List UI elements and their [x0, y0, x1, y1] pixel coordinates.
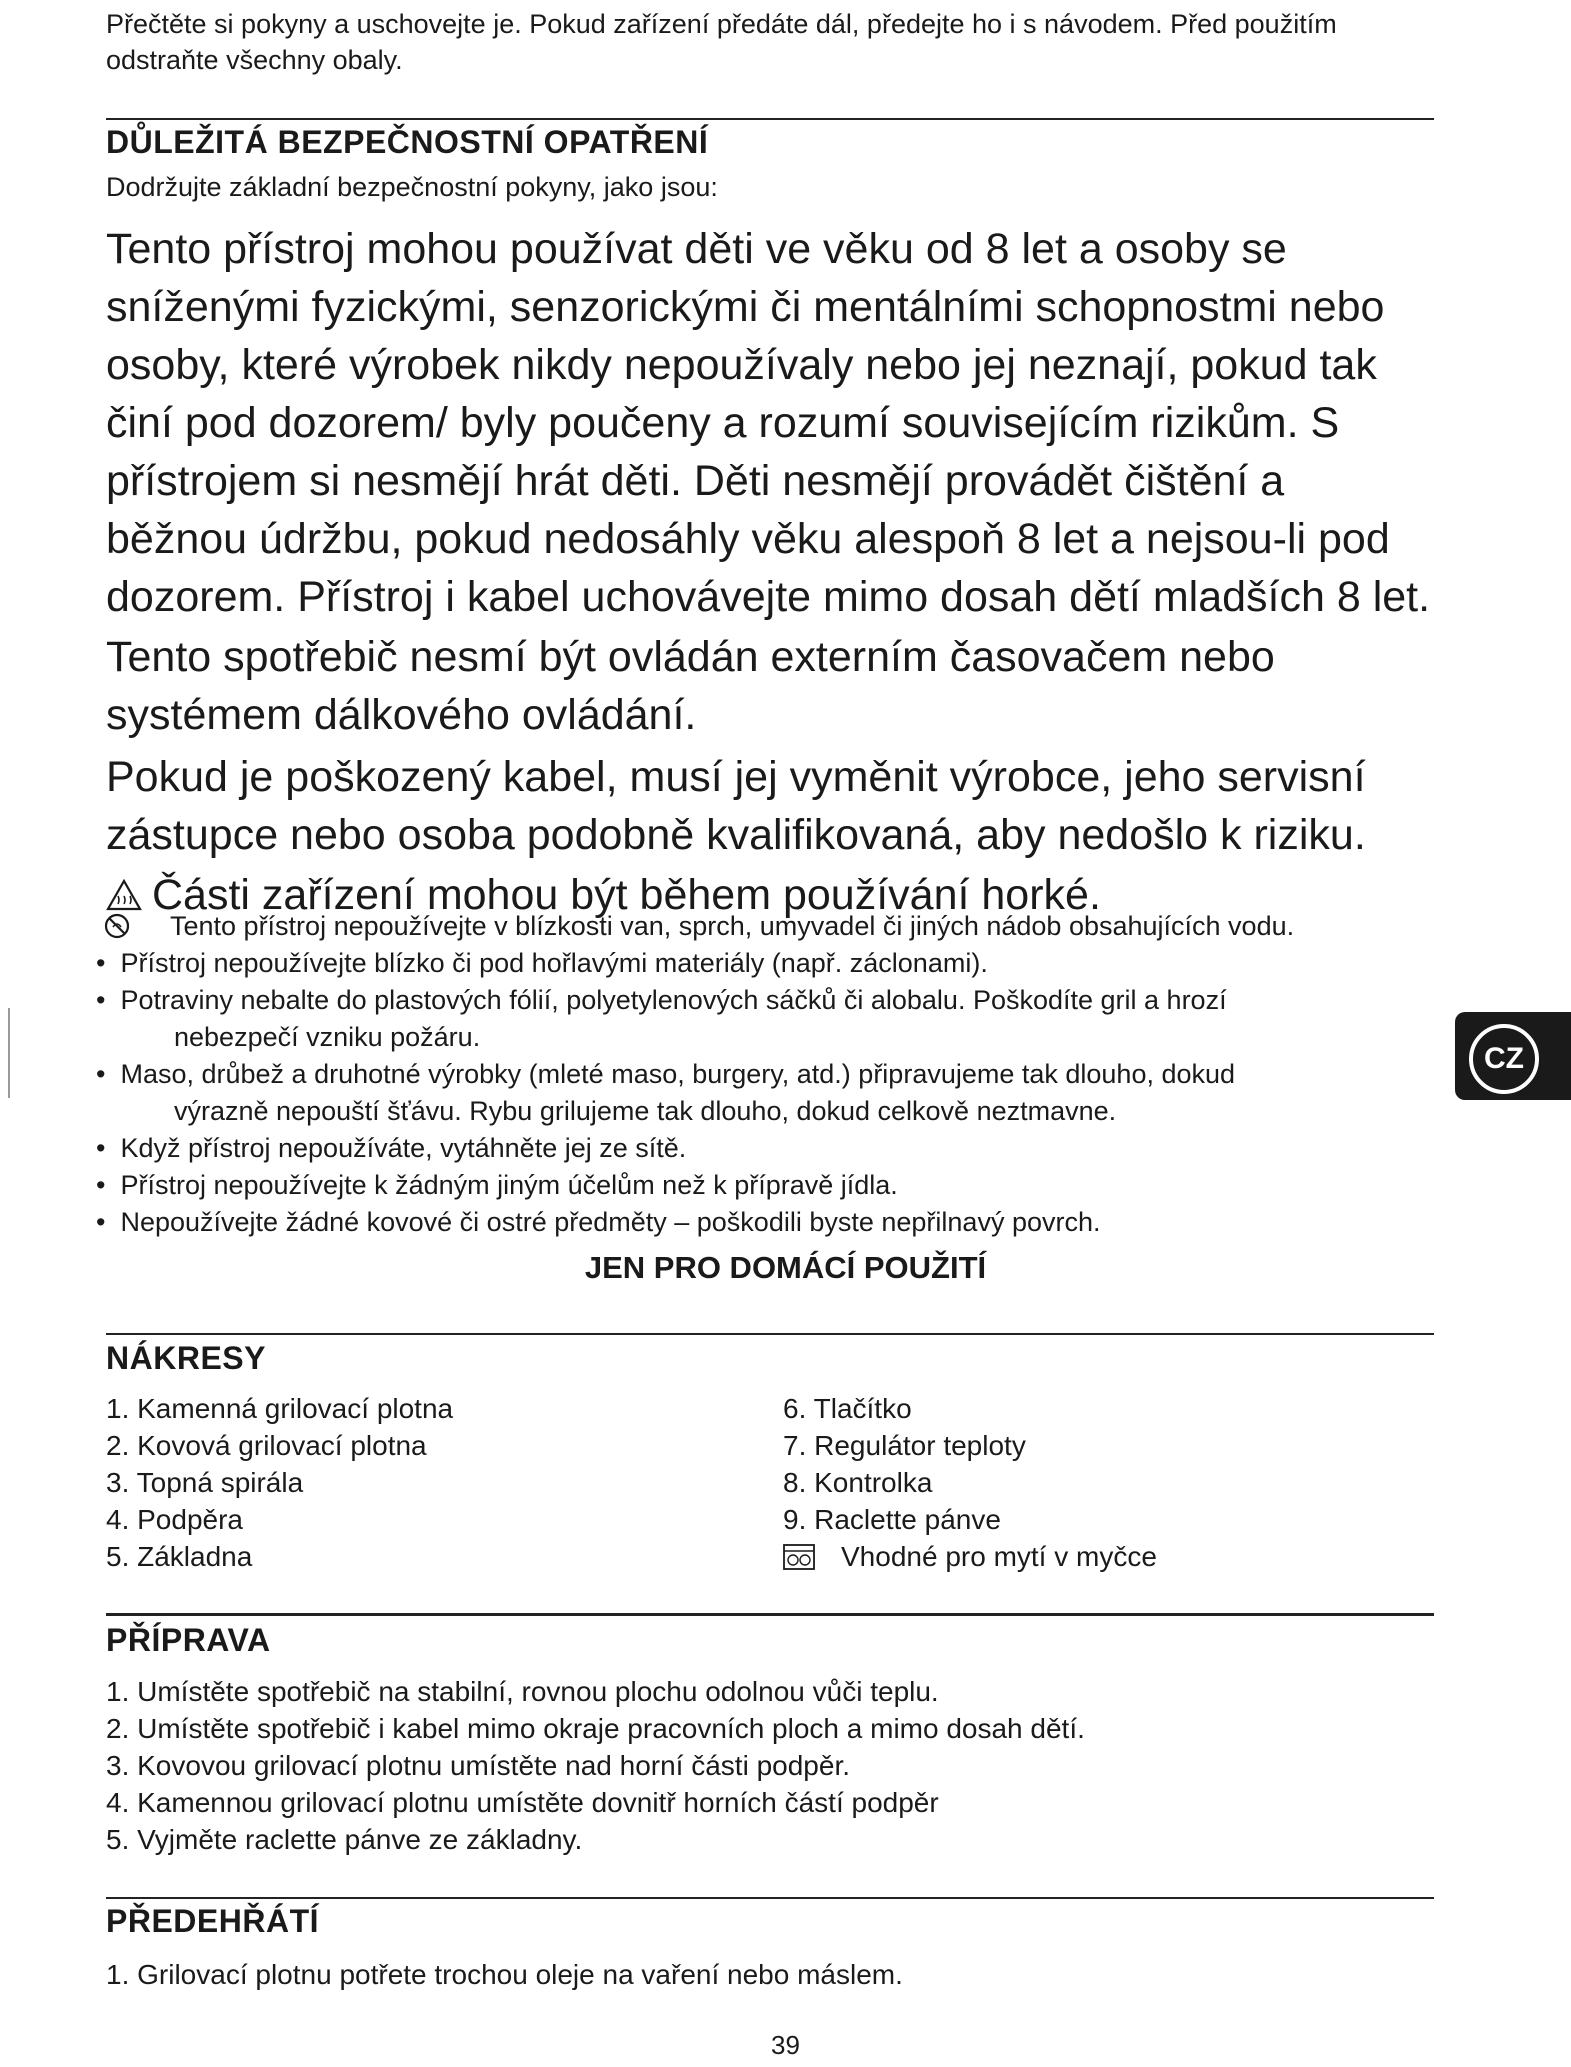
list-item: 2. Umístěte spotřebič i kabel mimo okraje pracovních ploch a mimo dosah dětí. [106, 1713, 1085, 1744]
safety-paragraph-1: Tento přístroj mohou používat děti ve věku od 8 let a osoby se sníženými fyzickými, senzorickými či mentálními schopnostmi nebo osoby, které výrobek nikdy nepoužívaly nebo jej neznají, pokud tak činí pod dozorem/ byly poučeny a rozumí souvisejícím rizikům. S přístrojem si nesmějí hrát děti. Děti nesmějí provádět čištění a běžnou údržbu, pokud nedosáhly věku alespoň 8 let a nejsou-li pod dozorem. Přístroj i kabel uchovávejte mimo dosah dětí mladších 8 let. [106, 225, 1431, 621]
divider [106, 1333, 1434, 1335]
list-item [96, 1167, 1426, 1204]
dishwasher-text: Vhodné pro mytí v myčce [841, 1541, 1157, 1572]
list-item: 8. Kontrolka [783, 1467, 933, 1498]
margin-mark [8, 1008, 10, 1098]
parts-left-column [106, 1390, 706, 1575]
list-item [96, 1204, 1426, 1241]
list-item: 1. Umístěte spotřebič na stabilní, rovnou plochu odolnou vůči teplu. [106, 1676, 939, 1707]
safety-subheading: Dodržujte základní bezpečnostní pokyny, jako jsou: [106, 172, 718, 202]
dishwasher-icon [783, 1542, 815, 1568]
preparation-list [106, 1673, 1085, 1858]
bullet-glyph: • [96, 1059, 106, 1089]
domestic-use-notice: JEN PRO DOMÁCÍ POUŽITÍ [584, 1250, 987, 1285]
bullet-glyph: • [96, 985, 106, 1015]
bullet-text: Potraviny nebalte do plastových fólií, polyetylenových sáčků či alobalu. Poškodíte gril a hrozí [120, 985, 1227, 1015]
list-item [96, 1130, 1426, 1167]
bullet-glyph: • [96, 1133, 106, 1163]
bullet-text: Přístroj nepoužívejte blízko či pod hořlavými materiály (např. záclonami). [120, 948, 988, 978]
safety-paragraph-4: Části zařízení mohou být během používání horké. [152, 871, 1101, 919]
bullet-text: Když přístroj nepoužíváte, vytáhněte jej ze sítě. [120, 1133, 687, 1163]
divider [106, 1613, 1434, 1616]
list-item: 4. Podpěra [106, 1504, 243, 1535]
list-item [96, 945, 1426, 982]
safety-paragraph-2: Tento spotřebič nesmí být ovládán externím časovačem nebo systémem dálkového ovládání. [106, 633, 1275, 739]
language-tab [1455, 1012, 1571, 1100]
dishwasher-row [783, 1538, 1383, 1575]
divider [106, 1897, 1434, 1899]
bullet-text: Přístroj nepoužívejte k žádným jiným účelům než k přípravě jídla. [120, 1170, 898, 1200]
list-item: 4. Kamennou grilovací plotnu umístěte dovnitř horních částí podpěr [106, 1787, 939, 1818]
water-note: Tento přístroj nepoužívejte v blízkosti van, sprch, umyvadel či jiných nádob obsahujících vodu. [170, 911, 1295, 941]
safety-paragraph-3: Pokud je poškozený kabel, musí jej vyměnit výrobce, jeho servisní zástupce nebo osoba podobně kvalifikovaná, aby nedošlo k riziku. [106, 753, 1366, 859]
language-tab-label: CZ [1469, 1024, 1539, 1094]
bullet-glyph: • [96, 948, 106, 978]
drawings-heading: NÁKRESY [106, 1340, 266, 1376]
list-item: 3. Kovovou grilovací plotnu umístěte nad horní části podpěr. [106, 1750, 851, 1781]
list-item: 9. Raclette pánve [783, 1504, 1001, 1535]
safety-large-text [106, 220, 1436, 926]
list-item: 3. Topná spirála [106, 1467, 304, 1498]
water-note-row [106, 908, 1436, 945]
list-item: 2. Kovová grilovací plotna [106, 1430, 427, 1461]
list-item [96, 982, 1426, 1019]
list-item [96, 1056, 1426, 1093]
no-water-icon [104, 912, 130, 938]
preheating-list [106, 1956, 903, 1993]
list-item-continuation: nebezpečí vzniku požáru. [174, 1022, 481, 1052]
parts-right-column [783, 1390, 1383, 1575]
list-item: 5. Základna [106, 1541, 253, 1572]
safety-bullet-list [96, 945, 1426, 1241]
page-number: 39 [771, 2030, 800, 2060]
bullet-text: Nepoužívejte žádné kovové či ostré předměty – poškodili byste nepřilnavý povrch. [120, 1207, 1101, 1237]
bullet-glyph: • [96, 1170, 106, 1200]
list-item: 1. Kamenná grilovací plotna [106, 1393, 454, 1424]
list-item: 7. Regulátor teploty [783, 1430, 1026, 1461]
list-item: 6. Tlačítko [783, 1393, 912, 1424]
safety-heading: DŮLEŽITÁ BEZPEČNOSTNÍ OPATŘENÍ [106, 124, 709, 160]
preparation-heading: PŘÍPRAVA [106, 1622, 271, 1658]
bullet-text: Maso, drůbež a druhotné výrobky (mleté maso, burgery, atd.) připravujeme tak dlouho, dokud [120, 1059, 1236, 1089]
list-item-continuation: výrazně nepouští šťávu. Rybu grilujeme tak dlouho, dokud celkově neztmavne. [174, 1096, 1117, 1126]
bullet-glyph: • [96, 1207, 106, 1237]
list-item: 1. Grilovací plotnu potřete trochou oleje na vaření nebo máslem. [106, 1959, 903, 1990]
divider [106, 118, 1434, 120]
list-item: 5. Vyjměte raclette pánve ze základny. [106, 1824, 583, 1855]
intro-text: Přečtěte si pokyny a uschovejte je. Pokud zařízení předáte dál, předejte ho i s návodem. Před použitím odstraňte všechny obaly. [106, 9, 1337, 75]
preheating-heading: PŘEDEHŘÁTÍ [106, 1903, 320, 1939]
